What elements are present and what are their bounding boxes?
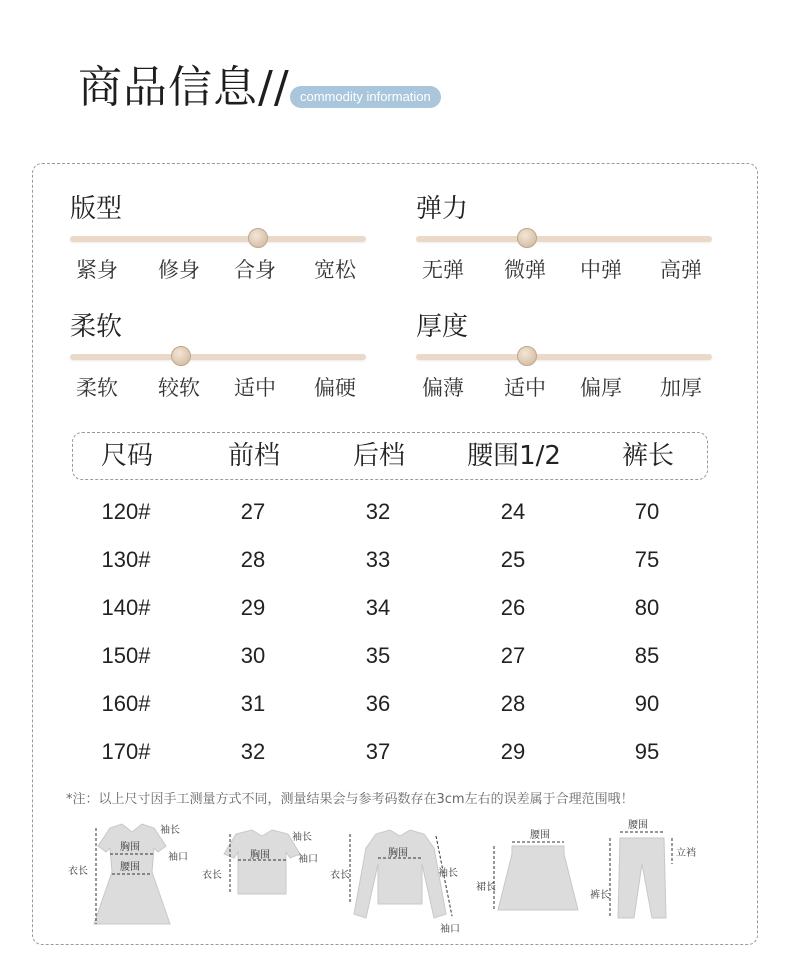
tshirt-cuff-label: 袖口 [298,854,318,865]
table-cell: 28 [240,547,266,572]
attribute-label: 弹力 [416,194,469,224]
attribute-label: 柔软 [70,312,123,342]
dress-cuff-label: 袖口 [168,852,188,863]
table-cell: 30 [240,643,266,668]
table-cell: 36 [365,691,391,716]
attribute-softness [70,310,370,400]
table-cell: 25 [500,547,526,572]
column-header: 腰围1/2 [467,441,561,471]
measurement-note: *注：以上尺寸因手工测量方式不同，测量结果会与参考码数存在3cm左右的误差属于合理范围哦！ [66,792,634,807]
attribute-fit [70,192,370,282]
page-title: 商品信息// [78,62,290,113]
attribute-thickness [416,310,716,400]
dress-waist-label: 腰围 [120,862,140,873]
table-cell: 85 [634,643,660,668]
table-cell: 33 [365,547,391,572]
option-label: 偏薄 [422,376,464,400]
table-cell: 32 [365,499,391,524]
option-label: 适中 [234,376,276,400]
sweater-sleeve-label: 袖长 [438,868,458,879]
table-cell: 75 [634,547,660,572]
tshirt-length-label: 衣长 [202,870,222,881]
tshirt-diagram [200,818,330,938]
sweater-diagram [330,818,470,938]
table-cell: 130# [101,547,151,572]
column-header: 前档 [227,441,281,471]
skirt-diagram [474,818,594,938]
slider-knob [517,228,537,248]
option-label: 微弹 [504,258,546,282]
table-cell: 70 [634,499,660,524]
table-cell: 32 [240,739,266,764]
table-cell: 34 [365,595,391,620]
option-label: 紧身 [76,258,118,282]
table-cell: 29 [240,595,266,620]
dress-length-label: 衣长 [68,866,88,877]
tshirt-chest-label: 胸围 [250,850,270,861]
attribute-elasticity [416,192,716,282]
tshirt-sleeve-label: 袖长 [292,832,312,843]
table-cell: 95 [634,739,660,764]
skirt-waist-label: 腰围 [530,830,550,841]
table-row [0,691,790,721]
table-cell: 90 [634,691,660,716]
slider-track [70,236,366,242]
table-row [0,499,790,529]
table-cell: 170# [101,739,151,764]
size-table-header [72,432,708,480]
sweater-cuff-label: 袖口 [440,924,460,935]
table-cell: 27 [500,643,526,668]
table-cell: 24 [500,499,526,524]
slider-knob [517,346,537,366]
table-row [0,595,790,625]
sweater-chest-label: 胸围 [388,848,408,859]
table-cell: 31 [240,691,266,716]
column-header: 后档 [352,441,406,471]
slider-knob [171,346,191,366]
option-label: 修身 [158,258,200,282]
pants-waist-label: 腰围 [628,820,648,831]
skirt-length-label: 裙长 [476,882,496,893]
slider-track [416,236,712,242]
table-cell: 28 [500,691,526,716]
dress-sleeve-label: 袖长 [160,825,180,836]
slider-track [416,354,712,360]
option-label: 偏厚 [580,376,622,400]
table-cell: 160# [101,691,151,716]
table-cell: 29 [500,739,526,764]
option-label: 高弹 [660,258,702,282]
table-cell: 35 [365,643,391,668]
table-cell: 120# [101,499,151,524]
option-label: 适中 [504,376,546,400]
column-header: 尺码 [100,441,154,471]
table-cell: 150# [101,643,151,668]
option-label: 加厚 [660,376,702,400]
table-cell: 37 [365,739,391,764]
dress-chest-label: 胸围 [120,842,140,853]
pants-rise-label: 立裆 [676,848,696,859]
table-cell: 140# [101,595,151,620]
table-cell: 26 [500,595,526,620]
title-badge: commodity information [290,86,441,108]
pants-length-label: 裤长 [590,890,610,901]
pants-diagram [588,818,728,938]
attribute-label: 版型 [70,194,123,224]
option-label: 合身 [234,258,276,282]
option-label: 中弹 [580,258,622,282]
dress-diagram [66,818,196,938]
slider-knob [248,228,268,248]
option-label: 较软 [158,376,200,400]
option-label: 柔软 [76,376,118,400]
option-label: 偏硬 [314,376,356,400]
option-label: 宽松 [314,258,356,282]
table-row [0,547,790,577]
table-cell: 27 [240,499,266,524]
option-label: 无弹 [422,258,464,282]
table-cell: 80 [634,595,660,620]
slider-track [70,354,366,360]
table-row [0,643,790,673]
column-header: 裤长 [621,441,675,471]
sweater-length-label: 衣长 [330,870,350,881]
attribute-label: 厚度 [416,312,469,342]
table-row [0,739,790,769]
